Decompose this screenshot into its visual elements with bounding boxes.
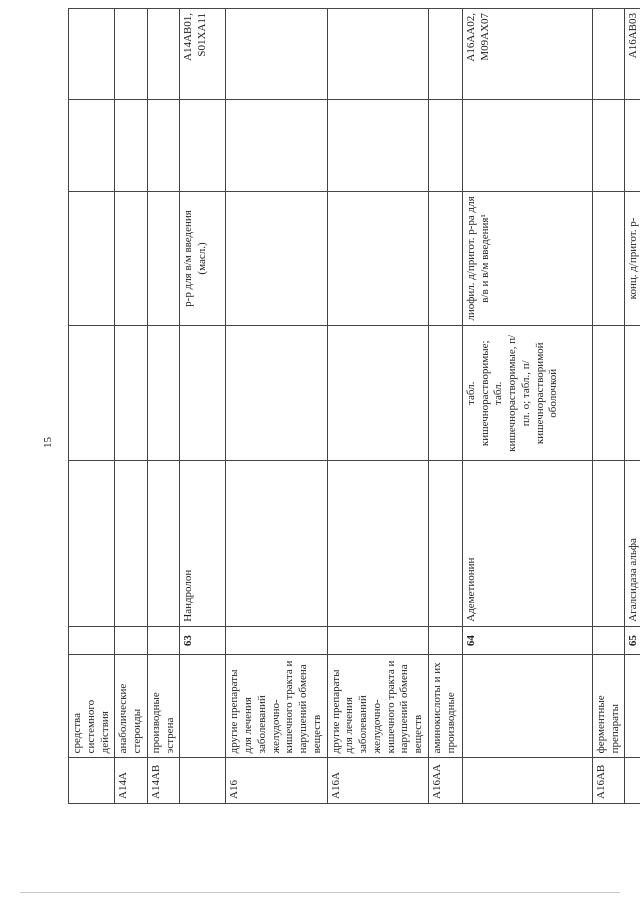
row-atc-code — [69, 9, 115, 100]
row-code: A16AA — [428, 758, 462, 804]
row-empty-cell — [327, 100, 428, 191]
row-dosage-form: табл. кишечнорастворимые; табл. кишечнорастворимые, п/пл. о; табл., п/кишечнорастворимой оболочкой — [462, 326, 592, 461]
row-number — [69, 626, 115, 655]
drug-table-rotated — [68, 8, 640, 804]
row-code: A16 — [226, 758, 327, 804]
row-inn — [69, 461, 115, 627]
row-name: производные эстрена — [147, 655, 180, 758]
row-inn: Агалсидаза альфа — [625, 461, 640, 627]
row-inn — [327, 461, 428, 627]
row-name: ферментные препараты — [592, 655, 625, 758]
row-atc-code: A16AA02, M09AX07 — [462, 9, 592, 100]
row-dosage-form-2 — [327, 191, 428, 326]
row-dosage-form-2 — [69, 191, 115, 326]
row-atc-code — [147, 9, 180, 100]
table-row — [625, 9, 640, 804]
table-row — [327, 9, 428, 804]
row-code: A14A — [115, 758, 148, 804]
table-row — [147, 9, 180, 804]
row-code — [69, 758, 115, 804]
row-code: A16A — [327, 758, 428, 804]
row-empty-cell — [226, 100, 327, 191]
row-dosage-form — [327, 326, 428, 461]
row-atc-code — [327, 9, 428, 100]
row-dosage-form-2 — [226, 191, 327, 326]
row-dosage-form — [147, 326, 180, 461]
table-row — [428, 9, 462, 804]
row-dosage-form-2: конц. д/пригот. р- — [625, 191, 640, 326]
row-atc-code: A14AB01, S01XA11 — [180, 9, 226, 100]
row-number: 63 — [180, 626, 226, 655]
row-dosage-form-2 — [115, 191, 148, 326]
row-empty-cell — [592, 100, 625, 191]
table-row — [462, 9, 592, 804]
row-number: 65 — [625, 626, 640, 655]
row-inn: Нандролон — [180, 461, 226, 627]
row-dosage-form-2 — [592, 191, 625, 326]
row-inn — [592, 461, 625, 627]
row-dosage-form — [69, 326, 115, 461]
table-row — [592, 9, 625, 804]
row-name — [625, 655, 640, 758]
row-dosage-form — [180, 326, 226, 461]
row-dosage-form-2 — [428, 191, 462, 326]
table-row — [180, 9, 226, 804]
row-dosage-form — [115, 326, 148, 461]
row-dosage-form — [226, 326, 327, 461]
row-empty-cell — [69, 100, 115, 191]
row-empty-cell — [180, 100, 226, 191]
row-name: аминокислоты и их производные — [428, 655, 462, 758]
row-name: другие препараты для лечения заболеваний желудочно-кишечного тракта и нарушений обмена веществ — [226, 655, 327, 758]
row-inn — [115, 461, 148, 627]
row-inn: Адеметионин — [462, 461, 592, 627]
row-dosage-form-2 — [147, 191, 180, 326]
row-code — [625, 758, 640, 804]
table-row — [226, 9, 327, 804]
row-empty-cell — [147, 100, 180, 191]
row-inn — [147, 461, 180, 627]
row-name — [462, 655, 592, 758]
row-name: средства системного действия — [69, 655, 115, 758]
row-empty-cell — [625, 100, 640, 191]
row-empty-cell — [428, 100, 462, 191]
row-empty-cell — [115, 100, 148, 191]
table-row — [69, 9, 115, 804]
table-row — [115, 9, 148, 804]
row-atc-code — [115, 9, 148, 100]
row-name — [180, 655, 226, 758]
row-dosage-form-2: р-р для в/м введения (масл.) — [180, 191, 226, 326]
row-empty-cell — [462, 100, 592, 191]
row-number — [592, 626, 625, 655]
row-number — [428, 626, 462, 655]
row-number: 64 — [462, 626, 592, 655]
row-dosage-form-2: лиофил. д/пригот. р-ра для в/в и в/м введения¹ — [462, 191, 592, 326]
row-atc-code — [592, 9, 625, 100]
scan-edge-line — [20, 892, 620, 893]
row-number — [226, 626, 327, 655]
row-code: A16AB — [592, 758, 625, 804]
row-atc-code — [226, 9, 327, 100]
page-number: 15 — [42, 437, 54, 448]
row-name: анаболические стероиды — [115, 655, 148, 758]
row-dosage-form — [592, 326, 625, 461]
row-dosage-form — [428, 326, 462, 461]
row-inn — [428, 461, 462, 627]
row-atc-code: A16AB03 — [625, 9, 640, 100]
row-code — [180, 758, 226, 804]
row-name: другие препараты для лечения заболеваний желудочно-кишечного тракта и нарушений обмена веществ — [327, 655, 428, 758]
row-number — [115, 626, 148, 655]
row-number — [147, 626, 180, 655]
row-number — [327, 626, 428, 655]
row-atc-code — [428, 9, 462, 100]
row-dosage-form — [625, 326, 640, 461]
drug-table — [68, 8, 640, 804]
row-code: A14AB — [147, 758, 180, 804]
row-inn — [226, 461, 327, 627]
row-code — [462, 758, 592, 804]
